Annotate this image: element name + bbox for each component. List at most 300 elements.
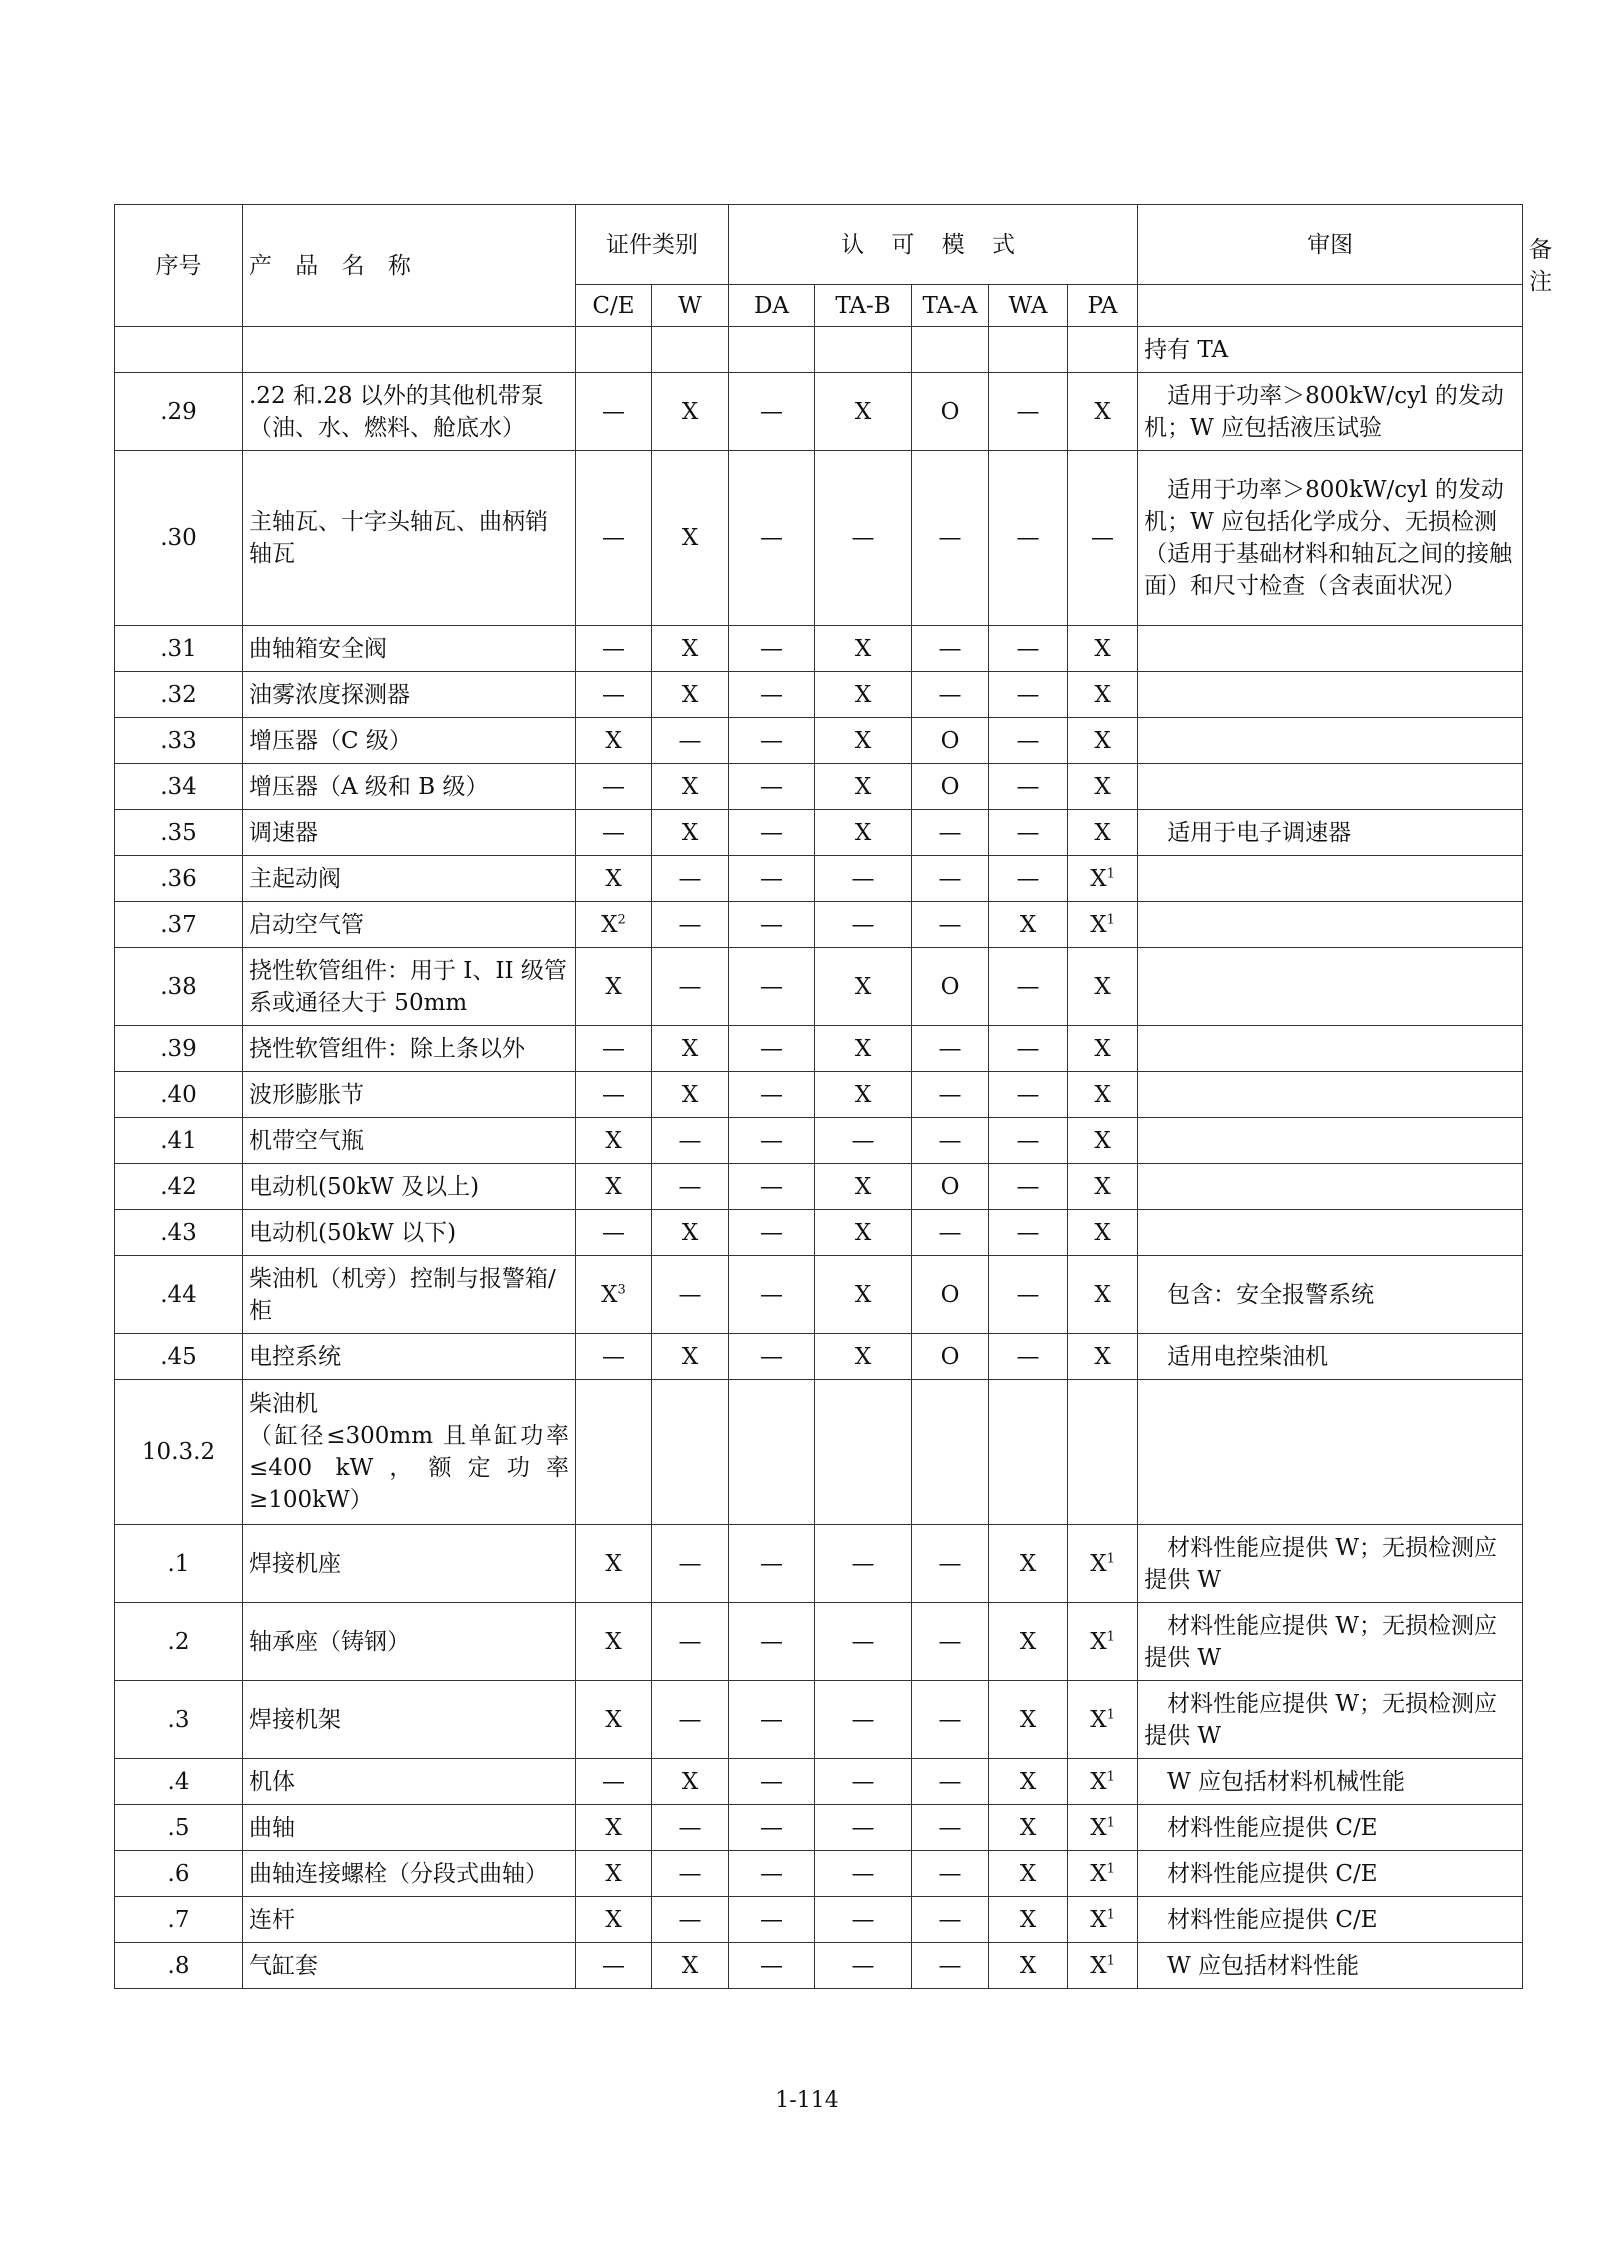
mark-value: X	[854, 819, 872, 846]
mark-value: X	[681, 1219, 699, 1246]
mark-ta-a	[912, 856, 989, 902]
mark-value: —	[760, 1706, 783, 1733]
product-name-line: 柴油机	[249, 1391, 318, 1417]
table-row	[115, 672, 1523, 718]
mark-value: X	[681, 635, 699, 662]
mark-c-e	[576, 948, 652, 1026]
mark-pa	[1068, 1256, 1138, 1334]
product-name: .22 和.28 以外的其他机带泵（油、水、燃料、舱底水）	[243, 373, 576, 451]
product-name: 轴承座（铸钢）	[243, 1603, 576, 1681]
mark-pa	[1068, 626, 1138, 672]
mark-ta-a	[912, 1118, 989, 1164]
mark-pa	[1068, 451, 1138, 626]
remark	[1138, 1164, 1523, 1210]
mark-value: X	[1094, 635, 1111, 662]
mark-w	[652, 856, 729, 902]
table-row	[115, 1805, 1523, 1851]
mark-value: —	[1016, 1281, 1040, 1308]
mark-value: —	[851, 1768, 875, 1795]
mark-value: —	[760, 911, 783, 938]
table-row	[115, 1026, 1523, 1072]
mark-pa	[1068, 1851, 1138, 1897]
mark-value: —	[938, 819, 962, 846]
remark	[1138, 902, 1523, 948]
mark-value: —	[760, 973, 783, 1000]
remark: W 应包括材料性能	[1138, 1943, 1523, 1989]
row-number: .43	[115, 1210, 243, 1256]
mark-value: —	[602, 1952, 625, 1979]
mark-pa	[1068, 810, 1138, 856]
mark-da	[729, 1164, 815, 1210]
mark-value: —	[760, 635, 783, 662]
mark-value: —	[1016, 398, 1040, 425]
row-number: 10.3.2	[115, 1380, 243, 1525]
mark-value: X	[1090, 1952, 1107, 1979]
mark-value: —	[760, 1906, 783, 1933]
mark-pa	[1068, 1681, 1138, 1759]
mark-ta-a	[912, 1603, 989, 1681]
mark-value: X	[605, 1550, 622, 1577]
mark-pa	[1068, 1118, 1138, 1164]
mark-value: X	[605, 1860, 622, 1887]
row-number: .7	[115, 1897, 243, 1943]
mark-value: —	[760, 1343, 783, 1370]
product-name: 电动机(50kW 以下)	[243, 1210, 576, 1256]
mark-value: X	[854, 1281, 872, 1308]
mark-da	[729, 1334, 815, 1380]
mark-ta-b	[815, 1380, 912, 1525]
remark: 材料性能应提供 W；无损检测应提供 W	[1138, 1681, 1523, 1759]
footnote-ref: 1	[1106, 1550, 1115, 1566]
table-row	[115, 1334, 1523, 1380]
mark-value: —	[602, 1081, 625, 1108]
mark-value: —	[678, 1814, 702, 1841]
mark-value: —	[851, 1628, 875, 1655]
mark-c-e	[576, 1603, 652, 1681]
mark-value: —	[1016, 1173, 1040, 1200]
sub-header-wa: WA	[989, 285, 1068, 327]
mark-pa	[1068, 1380, 1138, 1525]
mark-value: —	[1016, 819, 1040, 846]
mark-value: X	[605, 1628, 622, 1655]
row-number: .6	[115, 1851, 243, 1897]
mark-wa	[989, 1118, 1068, 1164]
remark	[1138, 626, 1523, 672]
table-row	[115, 764, 1523, 810]
mark-value: O	[940, 1173, 960, 1200]
product-name: 挠性软管组件：用于 I、II 级管系或通径大于 50mm	[243, 948, 576, 1026]
mark-pa	[1068, 948, 1138, 1026]
mark-ta-b	[815, 1525, 912, 1603]
mark-c-e	[576, 626, 652, 672]
remark: 适用于功率＞800kW/cyl 的发动机；W 应包括液压试验	[1138, 373, 1523, 451]
mark-value: X	[1090, 1628, 1107, 1655]
mark-value: X	[854, 773, 872, 800]
mark-value: X	[605, 727, 622, 754]
mark-value: —	[602, 681, 625, 708]
mark-value: —	[678, 1281, 702, 1308]
mark-value: X	[1094, 973, 1111, 1000]
mark-value: —	[1016, 1219, 1040, 1246]
product-name: 曲轴箱安全阀	[243, 626, 576, 672]
mark-value: X	[605, 1173, 622, 1200]
mark-value: X	[1094, 398, 1111, 425]
mark-value: —	[678, 865, 702, 892]
mark-da	[729, 948, 815, 1026]
mark-value: O	[940, 1343, 960, 1370]
table-row	[115, 856, 1523, 902]
mark-wa	[989, 1380, 1068, 1525]
mark-pa	[1068, 856, 1138, 902]
mark-value: —	[851, 1814, 875, 1841]
mark-value: —	[602, 635, 625, 662]
mark-da	[729, 1380, 815, 1525]
sub-header-pa: PA	[1068, 285, 1138, 327]
mark-value: X	[601, 911, 618, 938]
remark: 材料性能应提供 W；无损检测应提供 W	[1138, 1603, 1523, 1681]
mark-da	[729, 1851, 815, 1897]
mark-c-e	[576, 451, 652, 626]
row-number: .5	[115, 1805, 243, 1851]
mark-da	[729, 1118, 815, 1164]
mark-c-e	[576, 1026, 652, 1072]
table-row	[115, 1603, 1523, 1681]
mark-wa	[989, 1603, 1068, 1681]
mark-ta-a	[912, 1256, 989, 1334]
mark-value: —	[938, 1035, 962, 1062]
mark-value: —	[678, 1906, 702, 1933]
row-number: .37	[115, 902, 243, 948]
product-name	[243, 327, 576, 373]
header-cert-type: 证件类别	[576, 205, 729, 285]
product-name: 机带空气瓶	[243, 1118, 576, 1164]
mark-w	[652, 373, 729, 451]
mark-ta-b	[815, 1118, 912, 1164]
mark-wa	[989, 810, 1068, 856]
mark-value: —	[678, 1127, 702, 1154]
mark-da	[729, 1681, 815, 1759]
mark-pa	[1068, 1759, 1138, 1805]
row-number: .35	[115, 810, 243, 856]
remark: 材料性能应提供 W；无损检测应提供 W	[1138, 1525, 1523, 1603]
mark-value: X	[681, 1952, 699, 1979]
mark-value: X	[1090, 1550, 1107, 1577]
mark-w	[652, 1805, 729, 1851]
mark-value: —	[678, 973, 702, 1000]
mark-value: X	[1019, 1952, 1037, 1979]
table-row	[115, 373, 1523, 451]
mark-wa	[989, 718, 1068, 764]
mark-value: X	[605, 865, 622, 892]
remark: 包含：安全报警系统	[1138, 1256, 1523, 1334]
product-name: 挠性软管组件：除上条以外	[243, 1026, 576, 1072]
mark-pa	[1068, 1943, 1138, 1989]
product-name: 调速器	[243, 810, 576, 856]
mark-ta-b	[815, 1256, 912, 1334]
mark-value: —	[760, 865, 783, 892]
mark-ta-a	[912, 1759, 989, 1805]
mark-value: —	[678, 1173, 702, 1200]
row-number: .36	[115, 856, 243, 902]
footnote-ref: 1	[1106, 865, 1115, 881]
mark-ta-a	[912, 948, 989, 1026]
mark-value: —	[1016, 1035, 1040, 1062]
mark-value: O	[940, 398, 960, 425]
mark-value: —	[760, 1081, 783, 1108]
mark-pa	[1068, 1525, 1138, 1603]
mark-ta-b	[815, 672, 912, 718]
mark-w	[652, 1603, 729, 1681]
mark-value: —	[760, 1628, 783, 1655]
mark-c-e	[576, 902, 652, 948]
mark-da	[729, 718, 815, 764]
mark-value: —	[938, 1081, 962, 1108]
mark-value: —	[851, 1906, 875, 1933]
mark-wa	[989, 1026, 1068, 1072]
mark-ta-b	[815, 810, 912, 856]
remark	[1138, 1380, 1523, 1525]
mark-w	[652, 1759, 729, 1805]
mark-value: —	[851, 1127, 875, 1154]
mark-c-e	[576, 1805, 652, 1851]
product-name: 曲轴	[243, 1805, 576, 1851]
mark-ta-b	[815, 1210, 912, 1256]
product-name: 启动空气管	[243, 902, 576, 948]
mark-value: —	[760, 1814, 783, 1841]
mark-value: —	[938, 635, 962, 662]
mark-value: —	[760, 525, 783, 551]
table-row	[115, 1072, 1523, 1118]
remark	[1138, 1072, 1523, 1118]
footnote-ref: 1	[1106, 1628, 1115, 1644]
mark-value: X	[854, 1343, 872, 1370]
mark-wa	[989, 1256, 1068, 1334]
footnote-ref: 1	[1106, 1952, 1115, 1968]
mark-w	[652, 1851, 729, 1897]
mark-value: X	[1090, 911, 1107, 938]
remark: W 应包括材料机械性能	[1138, 1759, 1523, 1805]
mark-c-e	[576, 1380, 652, 1525]
mark-ta-a	[912, 1072, 989, 1118]
mark-ta-b	[815, 327, 912, 373]
mark-value: —	[851, 865, 875, 892]
mark-ta-a	[912, 1026, 989, 1072]
mark-value: X	[1094, 773, 1111, 800]
mark-ta-b	[815, 1164, 912, 1210]
mark-value: —	[938, 681, 962, 708]
mark-ta-b	[815, 1805, 912, 1851]
mark-ta-b	[815, 373, 912, 451]
mark-value: X	[1094, 819, 1111, 846]
mark-pa	[1068, 1072, 1138, 1118]
mark-ta-a	[912, 1164, 989, 1210]
mark-wa	[989, 1805, 1068, 1851]
row-number: .8	[115, 1943, 243, 1989]
mark-value: —	[938, 865, 962, 892]
mark-pa	[1068, 1897, 1138, 1943]
mark-value: —	[938, 1860, 962, 1887]
product-name	[243, 1380, 576, 1525]
mark-w	[652, 1164, 729, 1210]
mark-wa	[989, 373, 1068, 451]
remark	[1138, 1210, 1523, 1256]
mark-ta-a	[912, 1525, 989, 1603]
mark-value: X	[854, 398, 872, 425]
mark-value: —	[760, 1035, 783, 1062]
table-row	[115, 1210, 1523, 1256]
mark-value: X	[605, 973, 622, 1000]
mark-da	[729, 1256, 815, 1334]
mark-da	[729, 672, 815, 718]
mark-wa	[989, 764, 1068, 810]
mark-w	[652, 718, 729, 764]
product-name: 电控系统	[243, 1334, 576, 1380]
mark-value: O	[940, 773, 960, 800]
mark-value: X	[1094, 1343, 1111, 1370]
footnote-ref: 1	[1106, 1768, 1115, 1784]
remark	[1138, 718, 1523, 764]
mark-da	[729, 810, 815, 856]
mark-ta-a	[912, 327, 989, 373]
mark-ta-b	[815, 1943, 912, 1989]
mark-ta-a	[912, 626, 989, 672]
mark-value: —	[760, 1550, 783, 1577]
mark-c-e	[576, 1256, 652, 1334]
mark-value: X	[854, 1081, 872, 1108]
table-row	[115, 1681, 1523, 1759]
mark-value: X	[1090, 1706, 1107, 1733]
mark-pa	[1068, 672, 1138, 718]
mark-da	[729, 1525, 815, 1603]
mark-wa	[989, 856, 1068, 902]
mark-value: X	[605, 1127, 622, 1154]
remark: 适用于功率＞800kW/cyl 的发动机；W 应包括化学成分、无损检测（适用于基础材料和轴瓦之间的接触面）和尺寸检查（含表面状况）	[1138, 451, 1523, 626]
remark	[1138, 1118, 1523, 1164]
remark: 适用于电子调速器	[1138, 810, 1523, 856]
table-row	[115, 1897, 1523, 1943]
mark-c-e	[576, 810, 652, 856]
mark-value: X	[681, 1081, 699, 1108]
product-name: 主起动阀	[243, 856, 576, 902]
row-number: .33	[115, 718, 243, 764]
header-seq: 序号	[115, 205, 243, 327]
remark	[1138, 948, 1523, 1026]
mark-ta-a	[912, 718, 989, 764]
mark-ta-a	[912, 373, 989, 451]
mark-w	[652, 810, 729, 856]
mark-value: —	[938, 1550, 962, 1577]
mark-value: —	[760, 1219, 783, 1246]
mark-ta-b	[815, 451, 912, 626]
row-number: .42	[115, 1164, 243, 1210]
mark-value: X	[854, 727, 872, 754]
mark-value: O	[940, 973, 960, 1000]
table-row	[115, 718, 1523, 764]
mark-w	[652, 1897, 729, 1943]
mark-c-e	[576, 1681, 652, 1759]
remark: 材料性能应提供 C/E	[1138, 1805, 1523, 1851]
mark-value: —	[1016, 973, 1040, 1000]
mark-value: X	[1090, 1906, 1107, 1933]
mark-pa	[1068, 764, 1138, 810]
mark-value: —	[602, 525, 625, 551]
mark-wa	[989, 1334, 1068, 1380]
row-number: .41	[115, 1118, 243, 1164]
mark-c-e	[576, 1164, 652, 1210]
mark-w	[652, 1380, 729, 1525]
mark-c-e	[576, 1851, 652, 1897]
mark-w	[652, 1334, 729, 1380]
mark-c-e	[576, 1334, 652, 1380]
mark-value: X	[681, 1035, 699, 1062]
table-row	[115, 1164, 1523, 1210]
product-name: 柴油机（机旁）控制与报警箱/柜	[243, 1256, 576, 1334]
mark-value: X	[681, 398, 699, 425]
mark-wa	[989, 948, 1068, 1026]
mark-value: —	[760, 1952, 783, 1979]
sub-header-w: W	[652, 285, 729, 327]
mark-value: —	[938, 1814, 962, 1841]
mark-value: X	[681, 681, 699, 708]
mark-value: —	[602, 1768, 625, 1795]
mark-w	[652, 764, 729, 810]
mark-c-e	[576, 1210, 652, 1256]
mark-w	[652, 626, 729, 672]
product-name: 增压器（A 级和 B 级）	[243, 764, 576, 810]
mark-pa	[1068, 327, 1138, 373]
row-number: .2	[115, 1603, 243, 1681]
mark-da	[729, 327, 815, 373]
mark-ta-b	[815, 1072, 912, 1118]
mark-value: X	[1019, 911, 1037, 938]
mark-value: O	[940, 727, 960, 754]
remark	[1138, 672, 1523, 718]
mark-ta-b	[815, 1759, 912, 1805]
mark-value: X	[681, 1343, 699, 1370]
mark-value: X	[1090, 865, 1107, 892]
mark-w	[652, 1943, 729, 1989]
product-name: 曲轴连接螺栓（分段式曲轴）	[243, 1851, 576, 1897]
mark-da	[729, 1759, 815, 1805]
table-row	[115, 327, 1523, 373]
mark-w	[652, 1118, 729, 1164]
mark-c-e	[576, 1759, 652, 1805]
mark-c-e	[576, 1525, 652, 1603]
mark-wa	[989, 327, 1068, 373]
mark-wa	[989, 672, 1068, 718]
mark-value: X	[681, 819, 699, 846]
mark-value: X	[1019, 1906, 1037, 1933]
product-name: 波形膨胀节	[243, 1072, 576, 1118]
mark-ta-b	[815, 856, 912, 902]
mark-value: —	[678, 911, 702, 938]
mark-value: —	[602, 1343, 625, 1370]
footnote-ref: 2	[617, 911, 626, 927]
mark-value: X	[601, 1281, 618, 1308]
mark-c-e	[576, 764, 652, 810]
mark-value: —	[938, 1906, 962, 1933]
mark-value: —	[938, 911, 962, 938]
mark-ta-b	[815, 626, 912, 672]
mark-da	[729, 1805, 815, 1851]
product-name: 油雾浓度探测器	[243, 672, 576, 718]
mark-value: —	[1016, 525, 1040, 551]
mark-value: X	[681, 1768, 699, 1795]
mark-value: —	[938, 1952, 962, 1979]
product-name: 电动机(50kW 及以上)	[243, 1164, 576, 1210]
mark-value: —	[760, 773, 783, 800]
mark-value: X	[1090, 1768, 1107, 1795]
